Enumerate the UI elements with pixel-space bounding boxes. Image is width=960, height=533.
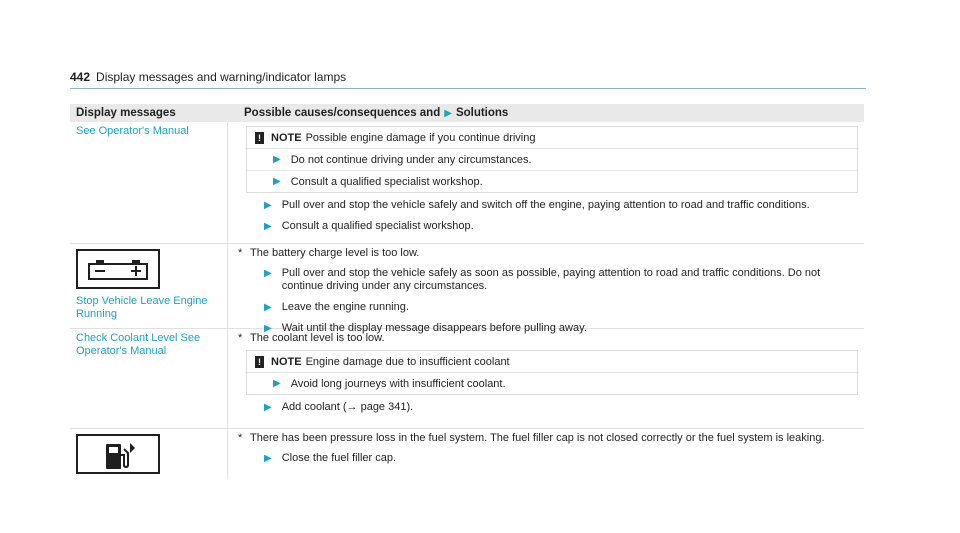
note-box <box>246 350 858 395</box>
warning-icon: ! <box>255 356 264 368</box>
fuel-pump-icon <box>76 434 160 474</box>
play-arrow-icon: ▶ <box>273 378 281 389</box>
table-header <box>70 104 864 122</box>
table-row <box>70 429 864 479</box>
footnote-marker: * <box>238 247 243 259</box>
table-row <box>70 329 864 429</box>
solution-step: ▶ Consult a qualified specialist workshop. <box>264 220 474 232</box>
table-row <box>70 244 864 334</box>
cause-text: The battery charge level is too low. <box>250 247 420 259</box>
note-text: Engine damage due to insufficient coolant <box>305 355 510 368</box>
play-arrow-icon: ▶ <box>264 302 272 313</box>
col-header-causes-label: Possible causes/consequences and <box>244 107 441 119</box>
play-arrow-icon: ▶ <box>273 176 281 187</box>
messages-table <box>70 104 864 479</box>
warning-icon: ! <box>255 132 264 144</box>
list-item: ▶ Avoid long journeys with insufficient coolant. <box>273 377 506 390</box>
solution-step: ▶ Add coolant (→ page 341). <box>264 401 414 413</box>
battery-icon <box>76 249 160 289</box>
solution-step: ▶ Leave the engine running. <box>264 301 409 313</box>
table-row <box>70 122 864 244</box>
list-item: ▶ Consult a qualified specialist workshop. <box>273 175 483 188</box>
page-title: Display messages and warning/indicator lamps <box>96 70 347 84</box>
play-arrow-icon: ▶ <box>273 154 281 165</box>
display-message: Check Coolant Level See Operator's Manual <box>76 332 201 357</box>
display-message: See Operator's Manual <box>76 125 189 137</box>
play-arrow-icon: ▶ <box>264 200 272 211</box>
footnote-marker: * <box>238 432 243 444</box>
page-header <box>70 70 346 84</box>
play-arrow-icon: ▶ <box>264 323 272 334</box>
solution-step: ▶ Close the fuel filler cap. <box>264 452 397 464</box>
play-arrow-icon: ▶ <box>264 402 272 413</box>
cause-text: The coolant level is too low. <box>250 332 385 344</box>
display-message: Stop Vehicle Leave Engine Running <box>76 295 208 320</box>
play-arrow-icon: ▶ <box>264 221 272 232</box>
col-header-causes <box>234 107 864 119</box>
note-box <box>246 126 858 193</box>
note-text: Possible engine damage if you continue driving <box>305 131 536 144</box>
header-rule <box>70 88 866 89</box>
solution-step: ▶ Pull over and stop the vehicle safely as soon as possible, paying attention to road and traffic conditions. Do not continue driving under any circumstances. <box>264 267 821 292</box>
col-header-display-messages: Display messages <box>76 107 176 119</box>
note-label: NOTE <box>271 355 302 368</box>
solution-step: ▶ Wait until the display message disappears before pulling away. <box>264 322 587 334</box>
cause-text: There has been pressure loss in the fuel system. The fuel filler cap is not closed correctly or the fuel system is leaking. <box>250 432 825 444</box>
note-label: NOTE <box>271 131 302 144</box>
play-arrow-icon: ▶ <box>264 453 272 464</box>
play-arrow-icon: ▶ <box>264 268 272 279</box>
col-header-solutions-label: Solutions <box>455 107 509 119</box>
solution-step: ▶ Pull over and stop the vehicle safely and switch off the engine, paying attention to road and traffic conditions. <box>264 199 810 211</box>
footnote-marker: * <box>238 332 243 344</box>
play-arrow-icon: ▶ <box>444 107 452 119</box>
page-number: 442 <box>70 70 91 84</box>
list-item: ▶ Do not continue driving under any circumstances. <box>247 149 857 171</box>
